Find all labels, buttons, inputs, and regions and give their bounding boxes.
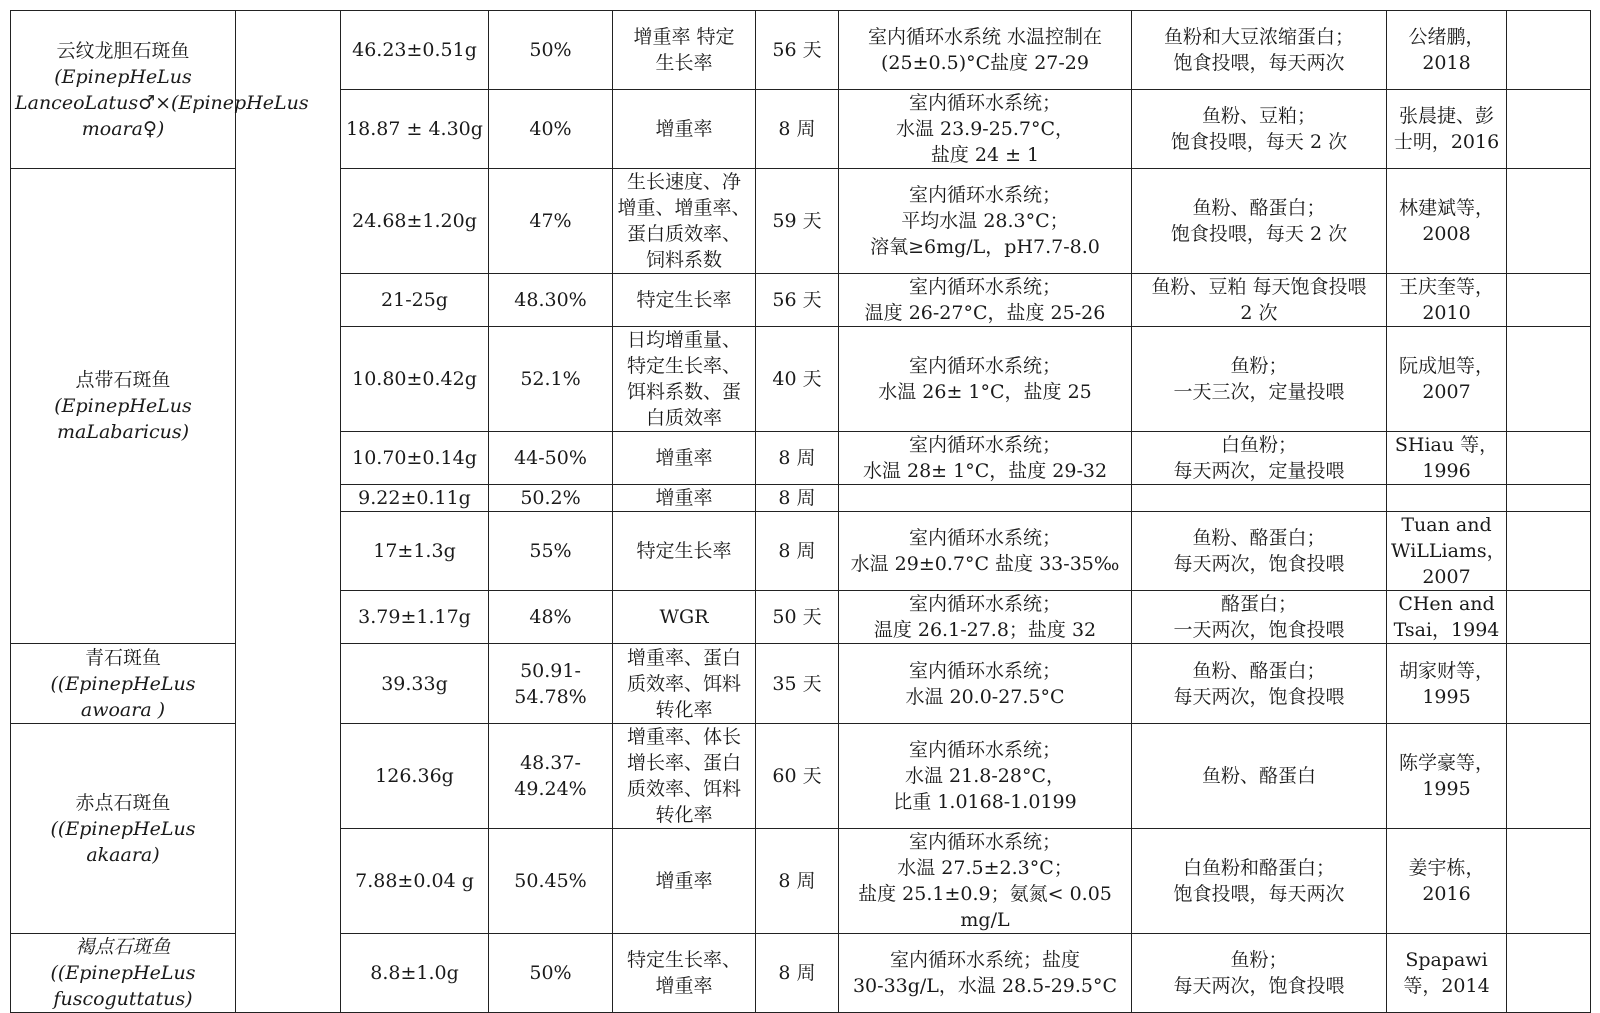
protein-level-cell: 50% [489,934,613,1013]
reference-cell: Spapawi 等，2014 [1387,934,1507,1013]
feed-cell [1132,485,1387,512]
culture-system-cell: 室内循环水系统； 温度 26-27°C，盐度 25-26 [839,274,1132,327]
table-row [11,11,1591,90]
protein-level-cell: 50% [489,11,613,90]
evaluation-index-cell: 增重率 特定 生长率 [613,11,756,90]
body-weight-cell: 7.88±0.04 g [341,829,489,934]
reference-cell: 公绪鹏， 2018 [1387,11,1507,90]
body-weight-cell: 21-25g [341,274,489,327]
protein-level-cell: 40% [489,90,613,169]
reference-cell: 陈学豪等， 1995 [1387,724,1507,829]
blank-cell [1507,591,1591,644]
protein-level-cell: 55% [489,512,613,591]
feed-cell: 鱼粉、酪蛋白； 饱食投喂，每天 2 次 [1132,169,1387,274]
blank-cell [1507,432,1591,485]
evaluation-index-cell: WGR [613,591,756,644]
feed-cell: 白鱼粉； 每天两次，定量投喂 [1132,432,1387,485]
protein-level-cell: 47% [489,169,613,274]
blank-cell [1507,169,1591,274]
evaluation-index-cell: 增重率、蛋白 质效率、饵料 转化率 [613,644,756,724]
reference-cell: 胡家财等， 1995 [1387,644,1507,724]
duration-cell: 8 周 [756,90,839,169]
blank-cell [1507,485,1591,512]
culture-system-cell: 室内循环水系统； 温度 26.1-27.8；盐度 32 [839,591,1132,644]
species-name-latin: (EpinepHeLus LanceoLatus♂×(EpinepHeLus moara♀) [15,65,309,140]
duration-cell: 8 周 [756,829,839,934]
blank-cell [1507,829,1591,934]
species-name-latin: ((EpinepHeLus awoara ) [50,672,196,721]
species-cell [11,934,236,1013]
blank-cell [1507,274,1591,327]
body-weight-cell: 24.68±1.20g [341,169,489,274]
feed-cell: 酪蛋白； 一天两次，饱食投喂 [1132,591,1387,644]
feed-cell: 鱼粉、豆粕； 饱食投喂，每天 2 次 [1132,90,1387,169]
body-weight-cell: 39.33g [341,644,489,724]
blank-cell [1507,90,1591,169]
species-name-cn: 云纹龙胆石斑鱼 [56,39,190,62]
protein-level-cell: 52.1% [489,327,613,432]
feed-cell: 鱼粉； 每天两次，饱食投喂 [1132,934,1387,1013]
culture-system-cell: 室内循环水系统；盐度 30-33g/L，水温 28.5-29.5°C [839,934,1132,1013]
evaluation-index-cell: 生长速度、净 增重、增重率、 蛋白质效率、 饲料系数 [613,169,756,274]
feed-cell: 鱼粉、酪蛋白； 每天两次，饱食投喂 [1132,512,1387,591]
protein-level-cell: 50.91- 54.78% [489,644,613,724]
species-name-latin: ((EpinepHeLus fuscoguttatus) [50,962,196,1010]
evaluation-index-cell: 特定生长率、 增重率 [613,934,756,1013]
species-name-latin: (EpinepHeLus maLabaricus) [54,395,192,443]
blank-cell [1507,934,1591,1013]
body-weight-cell: 17±1.3g [341,512,489,591]
duration-cell: 40 天 [756,327,839,432]
protein-level-cell: 48.30% [489,274,613,327]
culture-system-cell [839,485,1132,512]
species-cell [11,724,236,934]
duration-cell: 8 周 [756,432,839,485]
blank-column-cell [236,11,341,1013]
feed-cell: 鱼粉； 一天三次，定量投喂 [1132,327,1387,432]
evaluation-index-cell: 增重率 [613,432,756,485]
culture-system-cell: 室内循环水系统； 水温 28± 1°C，盐度 29-32 [839,432,1132,485]
feed-cell: 鱼粉、酪蛋白； 每天两次，饱食投喂 [1132,644,1387,724]
duration-cell: 50 天 [756,591,839,644]
duration-cell: 8 周 [756,485,839,512]
species-name-cn: 赤点石斑鱼 [75,791,171,814]
species-cell [11,11,309,169]
reference-cell: 阮成旭等， 2007 [1387,327,1507,432]
culture-system-cell: 室内循环水系统； 水温 21.8-28°C， 比重 1.0168-1.0199 [839,724,1132,829]
body-weight-cell: 126.36g [341,724,489,829]
culture-system-cell: 室内循环水系统； 水温 26± 1°C，盐度 25 [839,327,1132,432]
evaluation-index-cell: 增重率 [613,829,756,934]
protein-level-cell: 48.37- 49.24% [489,724,613,829]
nutrition-requirements-table [10,10,1591,1013]
culture-system-cell: 室内循环水系统； 水温 29±0.7°C 盐度 33-35‰ [839,512,1132,591]
protein-level-cell: 50.2% [489,485,613,512]
reference-cell: SHiau 等， 1996 [1387,432,1507,485]
species-cell [11,169,236,644]
reference-cell: CHen and Tsai，1994 [1387,591,1507,644]
culture-system-cell: 室内循环水系统； 水温 23.9-25.7°C， 盐度 24 ± 1 [839,90,1132,169]
reference-cell: 姜宇栋， 2016 [1387,829,1507,934]
species-name-latin: ((EpinepHeLus akaara) [50,817,196,866]
blank-cell [1507,11,1591,90]
body-weight-cell: 18.87 ± 4.30g [341,90,489,169]
body-weight-cell: 46.23±0.51g [341,11,489,90]
reference-cell: 张晨捷、彭 士明，2016 [1387,90,1507,169]
culture-system-cell: 室内循环水系统 水温控制在 (25±0.5)°C盐度 27-29 [839,11,1132,90]
feed-cell: 鱼粉、酪蛋白 [1132,724,1387,829]
reference-cell: 王庆奎等， 2010 [1387,274,1507,327]
duration-cell: 8 周 [756,512,839,591]
culture-system-cell: 室内循环水系统； 水温 20.0-27.5°C [839,644,1132,724]
reference-cell: Tuan and WiLLiams， 2007 [1387,512,1507,591]
protein-level-cell: 48% [489,591,613,644]
evaluation-index-cell: 特定生长率 [613,274,756,327]
duration-cell: 59 天 [756,169,839,274]
species-name-cn: 点带石斑鱼 [75,369,171,391]
duration-cell: 8 周 [756,934,839,1013]
feed-cell: 鱼粉、豆粕 每天饱食投喂 2 次 [1132,274,1387,327]
species-name-cn: 褐点石斑鱼 [75,936,171,958]
species-name-cn: 青石斑鱼 [84,646,161,669]
species-cell [11,644,236,724]
reference-cell [1387,485,1507,512]
evaluation-index-cell: 增重率、体长 增长率、蛋白 质效率、饵料 转化率 [613,724,756,829]
body-weight-cell: 3.79±1.17g [341,591,489,644]
feed-cell: 白鱼粉和酪蛋白； 饱食投喂，每天两次 [1132,829,1387,934]
protein-level-cell: 44-50% [489,432,613,485]
duration-cell: 60 天 [756,724,839,829]
body-weight-cell: 9.22±0.11g [341,485,489,512]
table-body [11,11,1591,1013]
body-weight-cell: 8.8±1.0g [341,934,489,1013]
duration-cell: 56 天 [756,11,839,90]
culture-system-cell: 室内循环水系统； 水温 27.5±2.3°C； 盐度 25.1±0.9；氨氮< 0.05 mg/L [839,829,1132,934]
evaluation-index-cell: 特定生长率 [613,512,756,591]
duration-cell: 56 天 [756,274,839,327]
feed-cell: 鱼粉和大豆浓缩蛋白； 饱食投喂，每天两次 [1132,11,1387,90]
reference-cell: 林建斌等， 2008 [1387,169,1507,274]
blank-cell [1507,724,1591,829]
evaluation-index-cell: 增重率 [613,485,756,512]
protein-level-cell: 50.45% [489,829,613,934]
evaluation-index-cell: 增重率 [613,90,756,169]
duration-cell: 35 天 [756,644,839,724]
blank-cell [1507,327,1591,432]
evaluation-index-cell: 日均增重量、 特定生长率、 饵料系数、蛋 白质效率 [613,327,756,432]
body-weight-cell: 10.70±0.14g [341,432,489,485]
blank-cell [1507,644,1591,724]
culture-system-cell: 室内循环水系统； 平均水温 28.3°C； 溶氧≥6mg/L，pH7.7-8.0 [839,169,1132,274]
blank-cell [1507,512,1591,591]
body-weight-cell: 10.80±0.42g [341,327,489,432]
